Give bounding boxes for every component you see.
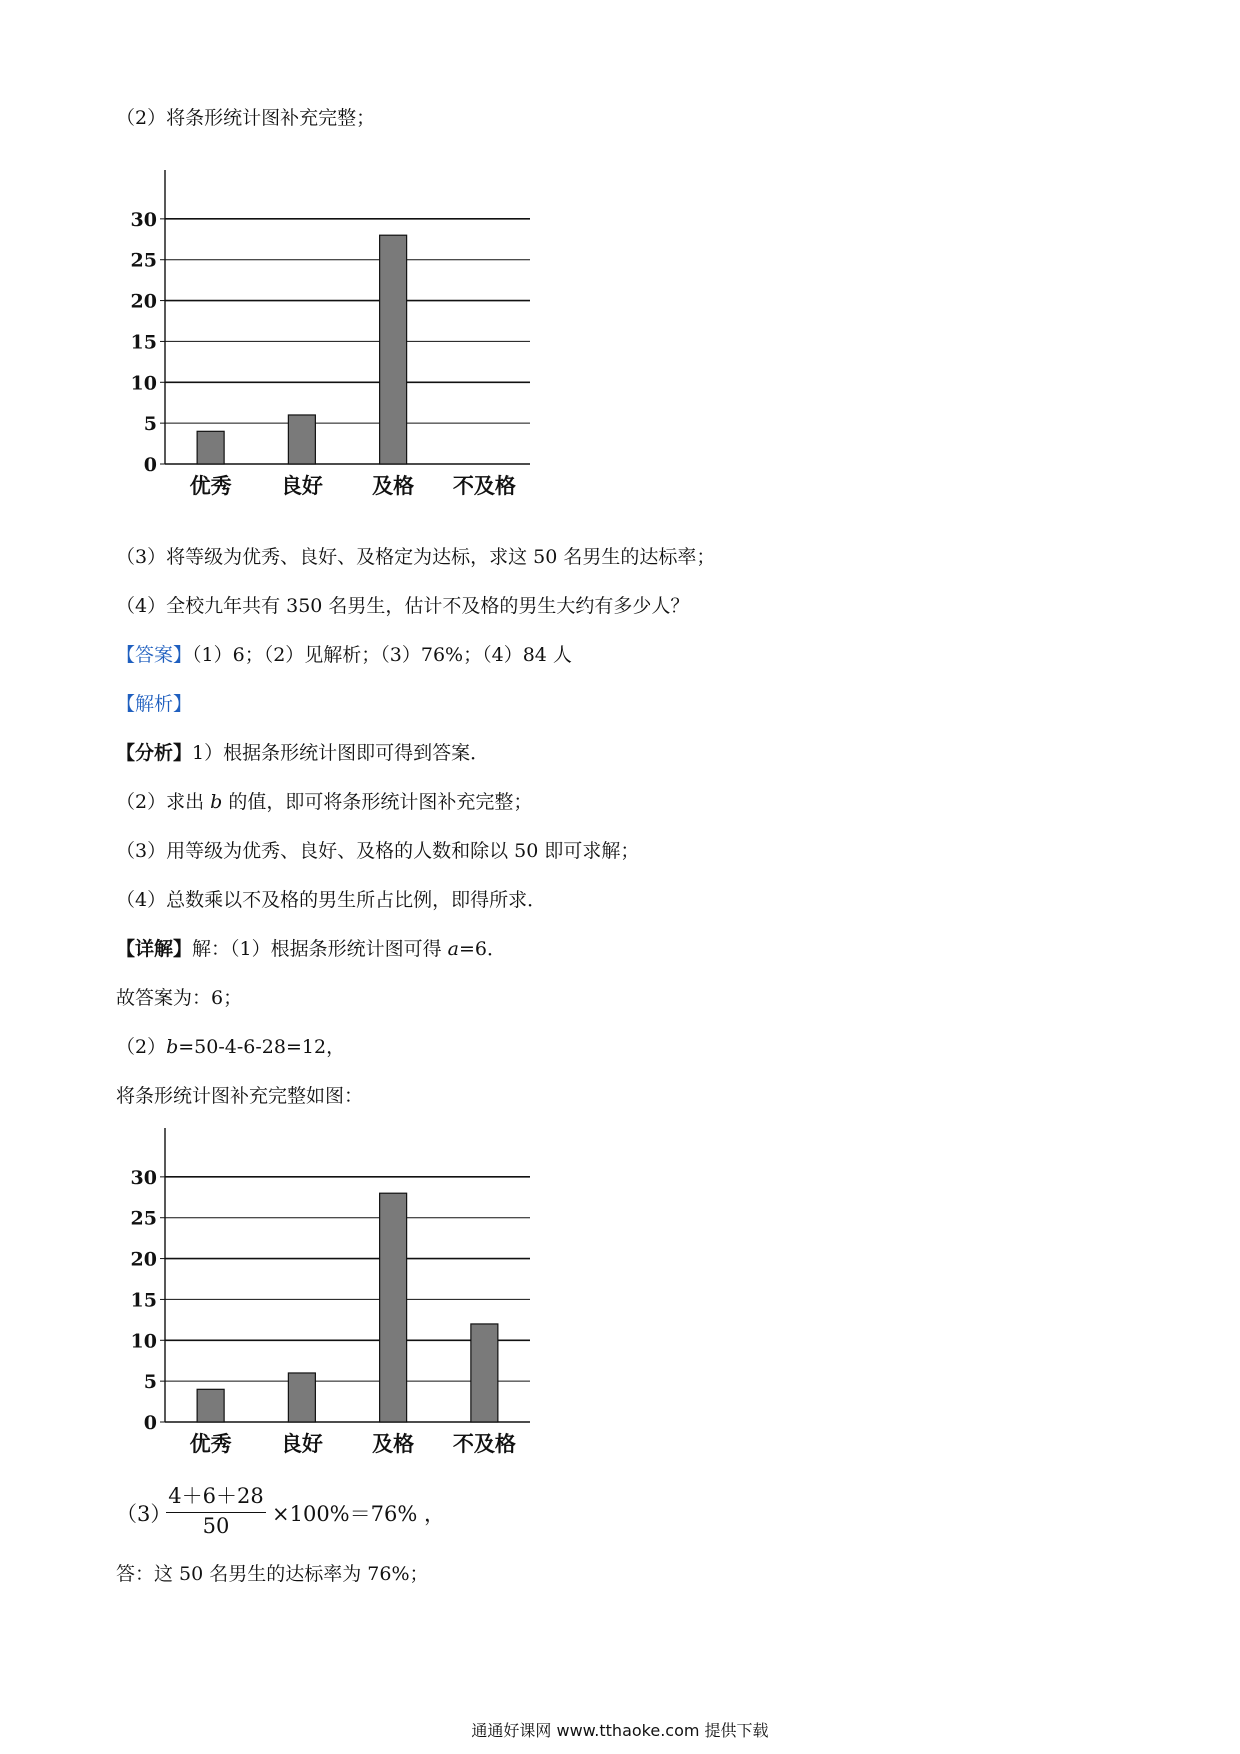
formula-label: （3） xyxy=(116,1502,172,1526)
complete-text: 将条形统计图补充完整如图： xyxy=(116,1085,364,1107)
category-label: 及格 xyxy=(372,1431,415,1456)
answer-line xyxy=(116,641,572,669)
analysis-line-3: （3）用等级为优秀、良好、及格的人数和除以 50 即可求解； xyxy=(116,840,640,862)
answer-tag: 【答案】 xyxy=(116,644,193,666)
y-tick-label: 10 xyxy=(130,1330,157,1353)
xiangjie-text-b: =6． xyxy=(458,938,506,960)
analysis-tag: 【解析】 xyxy=(116,693,193,715)
chart-svg xyxy=(125,1126,555,1466)
step-2-text: =50-4-6-28=12， xyxy=(178,1036,346,1058)
bar-2 xyxy=(288,1373,315,1422)
detail-line-1 xyxy=(116,935,506,963)
xiangjie-var: a xyxy=(447,938,459,960)
fenxi-tag: 【分析】 xyxy=(116,742,193,764)
answer-text: （1）6；（2）见解析；（3）76%；（4）84 人 xyxy=(192,644,572,666)
analysis-line-2 xyxy=(116,788,532,816)
question-2: （2）将条形统计图补充完整； xyxy=(116,107,376,129)
footer: 通通好课网 www.tthaoke.com 提供下载 xyxy=(471,1721,769,1740)
formula-numerator: 4＋6＋28 xyxy=(168,1484,264,1508)
category-label: 良好 xyxy=(280,1431,323,1456)
y-tick-label: 20 xyxy=(130,290,157,313)
fenxi-2-text-b: 的值，即可将条形统计图补充完整； xyxy=(222,791,533,813)
y-tick-label: 0 xyxy=(143,1412,157,1434)
question-4: （4）全校九年共有 350 名男生，估计不及格的男生大约有多少人？ xyxy=(116,595,690,617)
fraction-bar xyxy=(166,1512,266,1513)
y-tick-label: 15 xyxy=(130,331,157,354)
step-2-label: （2） xyxy=(116,1036,167,1058)
y-tick-label: 20 xyxy=(130,1248,157,1271)
question-3: （3）将等级为优秀、良好、及格定为达标，求这 50 名男生的达标率； xyxy=(116,546,716,568)
final-answer: 答：这 50 名男生的达标率为 76%； xyxy=(116,1563,429,1585)
formula-denominator: 50 xyxy=(202,1514,230,1538)
y-tick-label: 25 xyxy=(130,1207,157,1230)
bar-1 xyxy=(197,1389,224,1422)
category-label: 优秀 xyxy=(189,1431,232,1456)
analysis-line-4: （4）总数乘以不及格的男生所占比例，即得所求． xyxy=(116,889,547,911)
so-answer: 故答案为：6； xyxy=(116,987,243,1009)
bar-4 xyxy=(471,1324,498,1422)
bar-1 xyxy=(197,431,224,464)
category-label: 及格 xyxy=(372,473,415,498)
y-tick-label: 15 xyxy=(130,1289,157,1312)
y-tick-label: 5 xyxy=(143,1371,157,1394)
bar-3 xyxy=(380,235,407,464)
y-tick-label: 25 xyxy=(130,249,157,272)
fenxi-2-var: b xyxy=(210,791,223,813)
y-tick-label: 10 xyxy=(130,372,157,395)
rate-formula xyxy=(116,1480,716,1544)
y-tick-label: 0 xyxy=(143,454,157,476)
xiangjie-tag: 【详解】 xyxy=(116,938,193,960)
bar-chart-complete xyxy=(125,1126,555,1466)
category-label: 不及格 xyxy=(452,1431,516,1456)
step-2 xyxy=(116,1033,345,1061)
bar-chart-incomplete xyxy=(125,168,555,508)
y-tick-label: 30 xyxy=(130,1166,157,1189)
step-2-var: b xyxy=(166,1036,179,1058)
fenxi-text: 1）根据条形统计图即可得到答案． xyxy=(192,742,490,764)
xiangjie-text-a: 解：（1）根据条形统计图可得 xyxy=(192,938,448,960)
chart-svg xyxy=(125,168,555,508)
category-label: 不及格 xyxy=(452,473,516,498)
formula-result: ×100%＝76% ， xyxy=(272,1502,445,1526)
category-label: 优秀 xyxy=(189,473,232,498)
y-tick-label: 5 xyxy=(143,413,157,436)
bar-3 xyxy=(380,1193,407,1422)
category-label: 良好 xyxy=(280,473,323,498)
analysis-line-1 xyxy=(116,739,489,767)
bar-2 xyxy=(288,415,315,464)
y-tick-label: 30 xyxy=(130,208,157,231)
fenxi-2-text-a: （2）求出 xyxy=(116,791,211,813)
